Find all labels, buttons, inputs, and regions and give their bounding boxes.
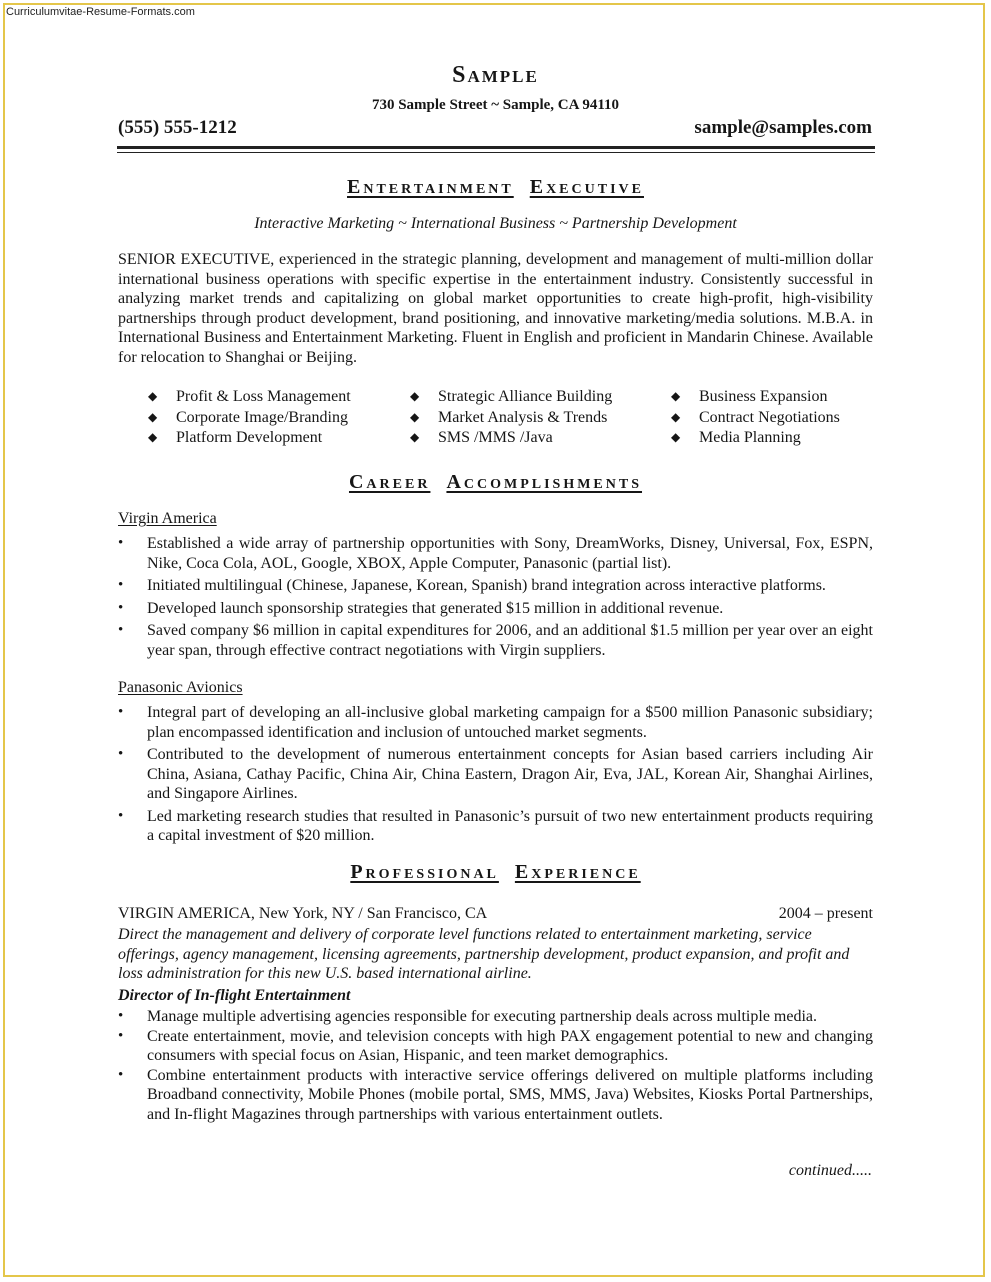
company-name: Virgin America — [118, 510, 217, 527]
skill-item: ◆ Business Expansion — [671, 388, 828, 405]
header-divider-thin — [117, 152, 875, 153]
employer-description: Direct the management and delivery of corporate level functions related to entertainment marketing, service offerings, agency management, licensing agreements, partnership development, product expansion, and profit and loss administration for this new U.S. based international airline. — [118, 926, 850, 982]
email-address: sample@samples.com — [694, 117, 872, 138]
employment-dates: 2004 – present — [778, 905, 873, 922]
skill-item: ◆ Contract Negotiations — [671, 408, 840, 426]
accomplishment-list — [118, 534, 873, 663]
summary-paragraph: SENIOR EXECUTIVE, experienced in the strategic planning, development and management of multi-million dollar international business operations with specific expertise in the entertainment industry. Consistently successful in analyzing market trends and capitalizing on global market opportunities to create high-profit, high-visibility partnerships through product development, brand positioning, and innovative marketing/media solutions. M.B.A. in International Business and Entertainment Marketing. Fluent in English and proficient in Mandarin Chinese. Available for relocation to Shanghai or Beijing. — [118, 251, 873, 366]
duties-list — [118, 1007, 873, 1124]
skill-item: ◆ Profit & Loss Management — [148, 388, 351, 405]
list-item: • Led marketing research studies that resulted in Panasonic’s pursuit of two new entertainment products requiring a capital investment of $20 million. — [118, 807, 873, 846]
skill-item: ◆ SMS /MMS /Java — [410, 429, 553, 446]
list-item: • Established a wide array of partnership opportunities with Sony, DreamWorks, Disney, Universal, Fox, ESPN, Nike, Coca Cola, AOL, Google, XBOX, Apple Computer, Panasonic (partial list). — [118, 534, 873, 573]
employer-line — [118, 905, 873, 923]
skill-item: ◆ Corporate Image/Branding — [148, 408, 348, 426]
list-item: • Initiated multilingual (Chinese, Japanese, Korean, Spanish) brand integration across interactive platforms. — [118, 576, 873, 596]
street-address: 730 Sample Street ~ Sample, CA 94110 — [371, 97, 620, 113]
header-divider-thick — [117, 146, 875, 149]
skill-item: ◆ Market Analysis & Trends — [410, 408, 608, 426]
job-title-heading — [0, 176, 991, 199]
list-item: • Saved company $6 million in capital expenditures for 2006, and an additional $1.5 million per year over an eight year span, through effective contract negotiations with Virgin suppliers. — [118, 621, 873, 660]
experience-heading — [0, 861, 991, 884]
employer-name: VIRGIN AMERICA, New York, NY / San Francisco, CA — [118, 905, 488, 922]
heading-word: Entertainment — [347, 176, 514, 198]
diamond-bullet-icon: ◆ — [148, 430, 158, 444]
skill-item: ◆ Media Planning — [671, 429, 801, 446]
list-item: • Manage multiple advertising agencies responsible for executing partnership deals across multiple media. — [118, 1007, 873, 1027]
diamond-bullet-icon: ◆ — [148, 389, 158, 403]
position-title: Director of In-flight Entertainment — [118, 987, 351, 1004]
site-watermark: Curriculumvitae-Resume-Formats.com — [6, 6, 195, 18]
phone-number: (555) 555-1212 — [118, 117, 237, 138]
company-name: Panasonic Avionics — [118, 679, 243, 696]
list-item: • Integral part of developing an all-inclusive global marketing campaign for a $500 million Panasonic subsidiary; plan encompassed identification and inclusion of untouched market segments. — [118, 703, 873, 742]
skills-column — [671, 388, 840, 450]
diamond-bullet-icon: ◆ — [410, 430, 420, 444]
diamond-bullet-icon: ◆ — [671, 389, 681, 403]
skills-column — [410, 388, 612, 450]
diamond-bullet-icon: ◆ — [671, 409, 681, 424]
continued-note: continued..... — [788, 1162, 872, 1179]
list-item: • Create entertainment, movie, and television concepts with high PAX engagement potential to new and changing consumers with special focus on Asian, Hispanic, and teen market demographics. — [118, 1027, 873, 1066]
heading-word: Experience — [514, 861, 641, 883]
list-item: • Contributed to the development of numerous entertainment concepts for Asian based carriers including Air China, Asiana, Cathay Pacific, China Air, China Eastern, Dragon Air, Eva, JAL, Korean Air, Shanghai Airlines, and Singapore Airlines. — [118, 745, 873, 804]
heading-word: Accomplishments — [446, 471, 643, 493]
heading-word: Executive — [529, 176, 644, 198]
diamond-bullet-icon: ◆ — [410, 389, 420, 403]
skills-column — [148, 388, 351, 450]
list-item: • Developed launch sponsorship strategies that generated $15 million in additional revenue. — [118, 599, 873, 619]
accomplishment-list — [118, 703, 873, 849]
skill-item: ◆ Platform Development — [148, 429, 323, 446]
heading-word: Career — [348, 471, 431, 493]
accomplishments-heading — [0, 471, 991, 494]
heading-word: Professional — [350, 861, 499, 883]
diamond-bullet-icon: ◆ — [671, 430, 681, 444]
tagline: Interactive Marketing ~ International Business ~ Partnership Development — [254, 215, 737, 232]
skill-item: ◆ Strategic Alliance Building — [410, 388, 613, 405]
candidate-name: Sample — [452, 62, 539, 88]
diamond-bullet-icon: ◆ — [148, 409, 158, 424]
list-item: • Combine entertainment products with interactive service offerings delivered on multiple platforms including Broadband connectivity, Mobile Phones (mobile portal, SMS, MMS, Java) Websites, Kiosks Portal Partnerships, and In-flight Magazines through partnerships with various entertainment outlets. — [118, 1066, 873, 1125]
diamond-bullet-icon: ◆ — [410, 409, 420, 424]
